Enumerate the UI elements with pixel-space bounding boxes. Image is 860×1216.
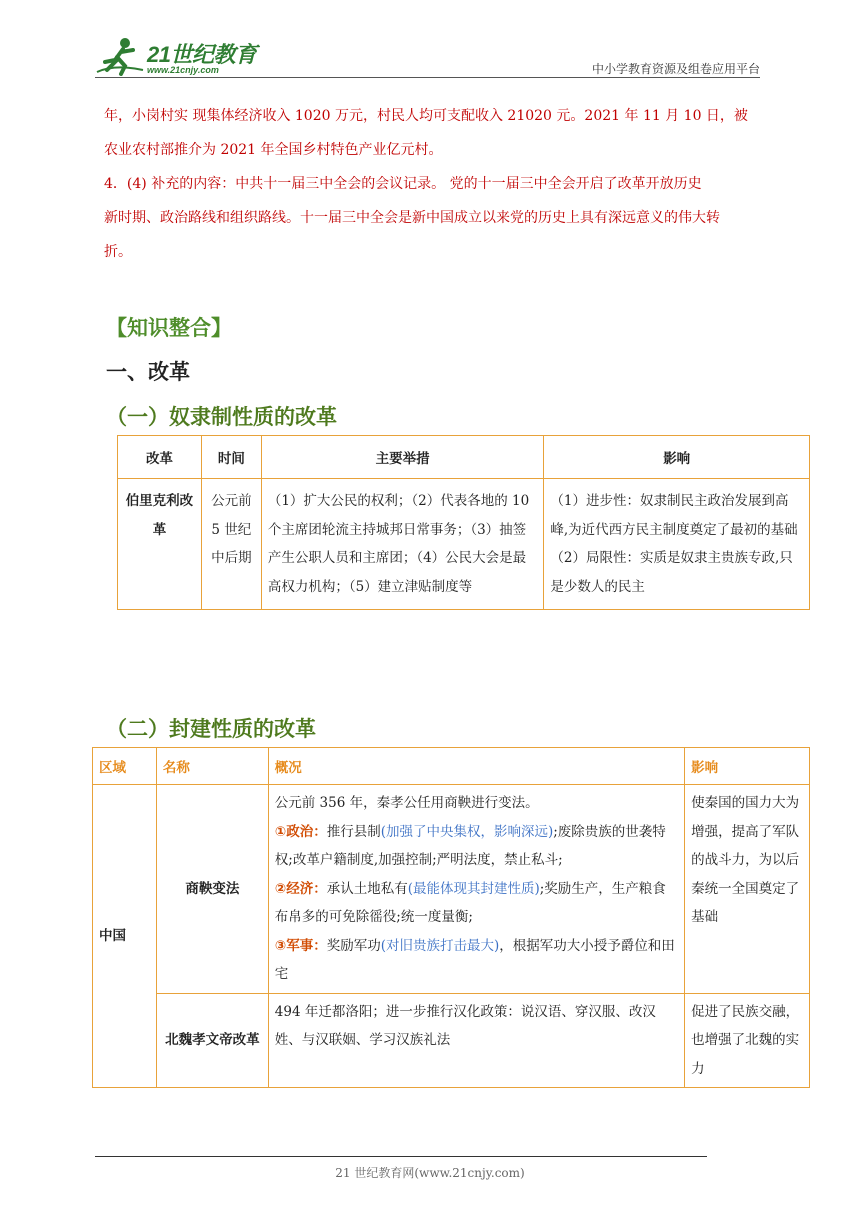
overview-economy: [275, 875, 678, 932]
col-header: 区域: [93, 748, 157, 785]
table-header-row: [118, 436, 810, 479]
slavery-reform-table: [117, 435, 810, 610]
overview-military: [275, 932, 678, 989]
header-divider: [95, 77, 760, 78]
answer-line-3: 4．(4) 补充的内容：中共十一届三中全会的会议记录。 党的十一届三中全会开启了改革开放历史: [104, 176, 702, 192]
feudal-reform-heading: （二）封建性质的改革: [106, 717, 316, 741]
knowledge-heading: 【知识整合】: [106, 316, 232, 340]
col-header: 名称: [156, 748, 268, 785]
footer-text[interactable]: 21 世纪教育网(www.21cnjy.com): [335, 1166, 525, 1180]
overview-politics: [275, 818, 678, 875]
answer-line-4: 新时期、政治路线和组织路线。十一届三中全会是新中国成立以来党的历史上具有深远意义的伟大转: [104, 210, 720, 226]
reform-time: 公元前 5 世纪中后期: [201, 479, 261, 610]
slavery-reform-heading: （一）奴隶制性质的改革: [106, 405, 337, 429]
answer-line-1: 年，小岗村实 现集体经济收入 1020 万元，村民人均可支配收入 21020 元。2021 年 11 月 10 日，被: [104, 108, 748, 124]
politics-text-rest: ;废除贵族的世袭特权;改革户籍制度,加强控制;严明法度，禁止私斗;: [274, 823, 666, 868]
reform-impact: [544, 479, 810, 610]
economy-note: (最能体现其封建性质): [407, 880, 540, 897]
table-header-row: [93, 748, 810, 785]
politics-note: (加强了中央集权，影响深远): [380, 823, 554, 840]
military-text: 奖励军功: [326, 937, 381, 954]
answer-line-5: 折。: [104, 244, 132, 260]
table-row: [93, 785, 810, 994]
reform-name: 伯里克利改革: [118, 479, 202, 610]
platform-name: 中小学教育资源及组卷应用平台: [591, 62, 760, 76]
col-header: 概况: [268, 748, 684, 785]
impact-progress: （1）进步性：奴隶制民主政治发展到高峰,为近代西方民主制度奠定了最初的基础: [550, 493, 798, 538]
reform-impact: 促进了民族交融，也增强了北魏的实力: [685, 993, 810, 1088]
site-logo[interactable]: [95, 36, 265, 76]
politics-text: 推行县制: [326, 823, 381, 840]
economy-label: ②经济：: [274, 880, 327, 897]
reform-name: 商鞅变法: [156, 785, 268, 994]
economy-text: 承认土地私有: [326, 880, 408, 897]
reform-measures: （1）扩大公民的权利；（2）代表各地的 10 个主席团轮流主持城邦日常事务；（3）抽签产生公职人员和主席团；（4）公民大会是最高权力机构；（5）建立津贴制度等: [261, 479, 544, 610]
economy-text-rest: ;奖励生产，生产粮食布帛多的可免除徭役;统一度量衡;: [274, 880, 666, 925]
col-header: 主要举措: [261, 436, 544, 479]
reform-heading: 一、改革: [106, 360, 190, 384]
col-header: 时间: [201, 436, 261, 479]
overview-intro: 公元前 356 年，秦孝公任用商鞅进行变法。: [274, 795, 539, 811]
logo-url: www.21cnjy.com: [147, 65, 219, 75]
col-header: 影响: [544, 436, 810, 479]
table-row: [118, 479, 810, 610]
region-cell: 中国: [93, 785, 157, 1088]
logo-text: 21世纪教育: [147, 42, 257, 67]
feudal-reform-table: [92, 747, 810, 1088]
reform-impact: 使秦国的国力大为增强，提高了军队的战斗力，为以后秦统一全国奠定了基础: [685, 785, 810, 994]
reform-overview: 494 年迁都洛阳；进一步推行汉化政策：说汉语、穿汉服、改汉姓、与汉联姻、学习汉族礼法: [268, 993, 684, 1088]
reform-name: 北魏孝文帝改革: [156, 993, 268, 1088]
runner-logo-icon: [95, 36, 145, 76]
page-header: [95, 30, 760, 78]
col-header: 改革: [118, 436, 202, 479]
table-row: [93, 993, 810, 1088]
military-text-rest: ，根据军功大小授予爵位和田宅: [274, 937, 675, 982]
military-label: ③军事：: [274, 937, 327, 954]
politics-label: ①政治：: [274, 823, 327, 840]
impact-limitation: （2）局限性：实质是奴隶主贵族专政,只是少数人的民主: [550, 550, 793, 595]
military-note: (对旧贵族打击最大): [380, 937, 500, 954]
footer-divider: [95, 1156, 707, 1157]
reform-overview: [268, 785, 684, 994]
answer-line-2: 农业农村部推介为 2021 年全国乡村特色产业亿元村。: [104, 142, 443, 158]
col-header: 影响: [685, 748, 810, 785]
